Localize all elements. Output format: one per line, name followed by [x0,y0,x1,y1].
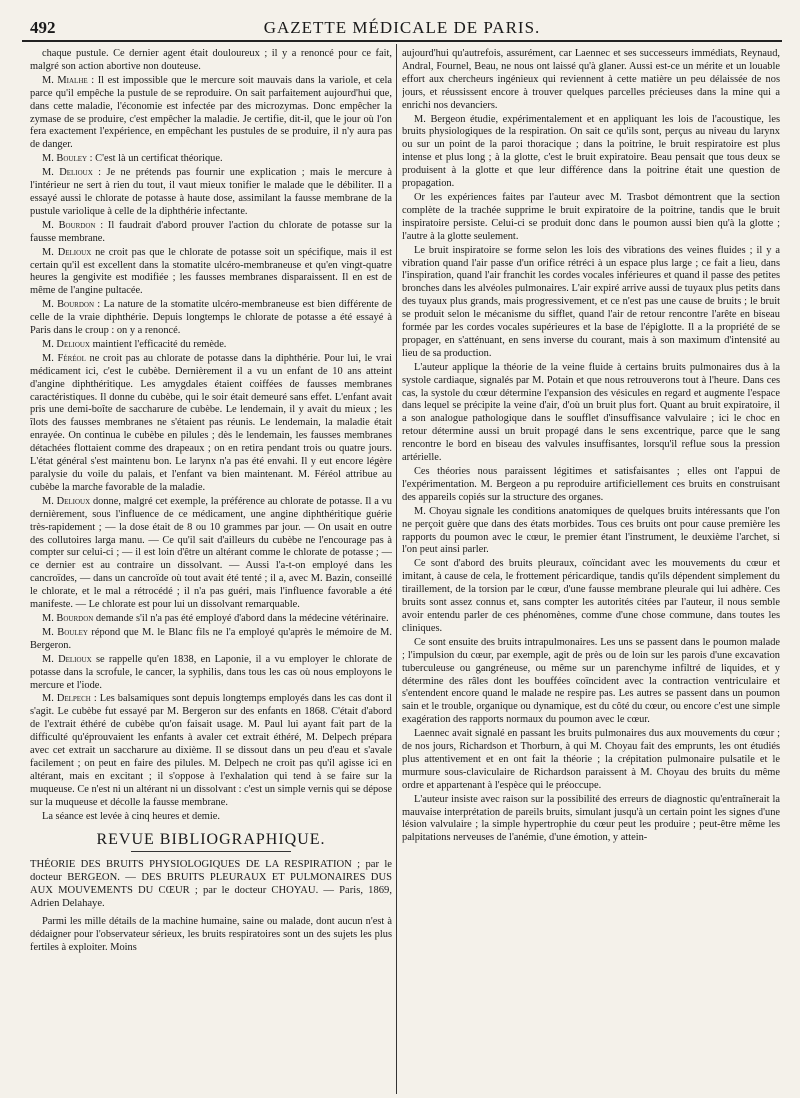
paragraph [30,496,392,612]
review-paragraph: L'auteur applique la théorie de la veine fluide à certains bruits pulmonaires dus à la systole cardiaque, signalés par M. Potain et que nous retrouverons tout à l'heure. Dans ces cas, la systole du cœur détermine l'expansion des vésicules en regard et augmente l'espace dans lequel se précipite la veine d'air, d'où un bruit plus fort. Quant au bruit expiratoire, il a son analogue pathologique dans le soufflet d'insuffisance valvulaire ; ici le choc en retour détermine aussi un bruit propagé dans le sens excentrique, parce que le sang rencontre le bord en biseau des valvules insuffisantes, lorsqu'il reflue sous la pression artérielle. [402,361,780,464]
paragraph-text: ne croit pas que le chlorate de potasse soit un spécifique, mais il est certain qu'il est excellent dans la stomatite ulcéro-membraneuse et qu'en vingt-quatre heures la gengivite est modifiée ; les fausses membranes disparaissent. Il en est de même de l'angine pultacée. [30,246,392,297]
paragraph [30,339,392,352]
review-paragraph: aujourd'hui qu'autrefois, assurément, car Laennec et ses successeurs immédiats, Reynaud, Andral, Fournel, Beau, ne nous ont laissé qu'à glaner. Aussi est-ce un mérite et un louable effort aux chercheurs ingénieux qui reviennent à cette matière un peu délaissée de nos jours, et réussissent encore à trouver quelques parcelles précieuses dans la mine qui a enrichi nos devanciers. [402,48,780,111]
paragraph [30,220,392,246]
paragraph [30,613,392,626]
paragraph-text: Il faudrait d'abord prouver l'action du chlorate de potasse sur la fausse membrane. [30,219,392,244]
review-paragraph: L'auteur insiste avec raison sur la possibilité des erreurs de diagnostic qu'entraînerait la mauvaise interprétation de pareils bruits, simulant jusqu'à un certain point les signes d'une lésion valvulaire ; la simple hypertrophie du cœur peut les produire ; peut-être même les palpitations nerveuses de l'anémie, d'une émotion, y attein- [402,793,780,844]
review-paragraph: M. Bergeon étudie, expérimentalement et en appliquant les lois de l'acoustique, les bruits physiologiques de la respiration. On sait ce qu'ils sont, perçus au niveau du larynx ou sur un point de la paroi thoracique ; dans la poitrine, le bruit respiratoire est plus intense et plus long ; à la glotte, c'est le bruit expiratoire. Beau pensait que tous deux se produisent à la glotte et que leur différence dans la poitrine était une question de propagation. [402,113,780,190]
speaker-name: M. Delioux [42,246,92,258]
paragraph-text: Il est impossible que le mercure soit mauvais dans la variole, et cela parce qu'il empêche la pustule de se reproduire. On sait parfaitement aujourd'hui que, dans cette maladie, l'économie est infectée par des microzymas. Donc empêcher la zymase de se produire, c'est empêcher la maladie. Je certifie, dit-il, que le jour où l'on fera exactement l'expérience, en empêchant les pustules de se produire, il n'y aura pas de danger. [30,74,392,151]
paragraph [30,299,392,338]
paragraph [30,353,392,495]
speaker-name: M. Delioux [42,653,92,665]
left-column [30,48,392,1093]
paragraph [30,153,392,166]
paragraph-text: C'est là un certificat théorique. [92,153,223,165]
page-number: 492 [30,18,56,37]
paragraph-text: La nature de la stomatite ulcéro-membraneuse est bien différente de celle de la vraie diphthérie. Depuis longtemps le chlorate de potasse a été essayé à Paris dans le croup : on y a renoncé. [30,299,392,337]
review-paragraph: Laennec avait signalé en passant les bruits pulmonaires dus aux mouvements du cœur ; de nos jours, Richardson et Thorburn, à qui M. Choyau fait des emprunts, les ont étudiés plus attentivement et en ont fait la théorie ; la crépitation pulmonaire pulsatile et le murmure sous-claviculaire de Richardson paraissent à M. Choyau des bruits du même ordre et appartenant à l'espèce qui le préoccupe. [402,728,780,791]
speaker-name: M. Mialhe : [42,74,95,86]
paragraph-text: ne croit pas au chlorate de potasse dans la diphthérie. Pour lui, le vrai médicament ici, c'est le cubèbe. Dernièrement il a vu un enfant de 10 ans atteint d'angine diphthéritique. Les amygdales étaient coiffées de fausses membranes caractéristiques. Il donne du cubèbe, qui le soir était demeuré sans effet. L'enfant avait pris une demi-boîte de saccharure de cubèbe. Le lendemain, il y avait du mieux ; les îlots des fausses membranes ne s'étaient pas réunis. Le lendemain, la maladie était enrayée. On continua le cubèbe en pilules ; dès le lendemain, les fausses membranes détachées flottaient comme des drapeaux ; on en retira pendant trois ou quatre jours. L'état général s'est maintenu bon. Le larynx n'a pas été envahi. Il y eut encore légère paralysie du voile du palais, et l'enfant va bien maintenant. M. Féréol attribue au cubèbe la marche favorable de la maladie. [30,352,392,493]
speaker-name: M. Féréol [42,352,86,364]
speaker-name: M. Bouley [42,626,88,638]
journal-title: GAZETTE MÉDICALE DE PARIS. [263,18,541,37]
review-intro-paragraph: Parmi les mille détails de la machine humaine, saine ou malade, dont aucun n'est à dédaigner pour l'observateur sérieux, les bruits respiratoires sont un des sujets les plus fertiles à exploiter. Moins [30,916,392,954]
review-paragraph: Or les expériences faites par l'auteur avec M. Trasbot démontrent que la section complète de la trachée supprime le bruit expiratoire de la poitrine, tandis que le bruit inspiratoire persiste. Celui-ci se produit donc dans le poumon aussi bien qu'à la glotte ; l'autre à la glotte seulement. [402,191,780,242]
speaker-name: M. Bourdon [42,612,94,624]
page-header [22,10,782,42]
paragraph-text: répond que M. le Blanc fils ne l'a employé qu'après le mémoire de M. Bergeron. [30,626,392,651]
paragraph [30,627,392,653]
speaker-name: M. Bouley : [42,153,93,165]
academy-discussion [30,48,392,810]
review-paragraph: Le bruit inspiratoire se forme selon les lois des vibrations des veines fluides ; il y a vibration quand l'air passe d'un orifice rétréci à un espace plus large ; ce fait a lieu, dans l'inspiration, quand l'air franchit les cordes vocales inférieures et quand il passe des petites bronches dans les alvéoles pulmonaires. L'air expiré arrive aussi de tuyaux plus petits dans des tuyaux plus grands, mais progressivement, et ce n'est pas une cause de bruits ; le bruit se produit selon le mécanisme du sifflet, quand l'air de retour rencontre l'arête en biseau formée par les cordes vocales supérieures et la base de l'épiglotte. Il a la propriété de se propager, en s'atténuant, en sens inverse du courant, mais à son maximum d'intensité au lieu de sa production. [402,244,780,359]
paragraph [30,654,392,693]
paragraph [30,48,392,74]
paragraph [30,693,392,809]
paragraph [30,247,392,299]
speaker-name: M. Delioux : [42,167,102,179]
speaker-name: M. Delioux [42,338,90,350]
review-paragraph: M. Choyau signale les conditions anatomiques de quelques bruits intéressants que l'on ne perçoit guère que dans des états morbides. Tous ces bruits ont pour cause première les rapports du poumon avec le cœur, le premier étant l'instrument, le deuxième l'archet, si l'on peut ainsi parler. [402,505,780,556]
review-paragraph: Ces théories nous paraissent légitimes et satisfaisantes ; elles ont l'appui de l'expérimentation. M. Bergeon a pu reproduire artificiellement ces bruits en construisant des appareils copiés sur la structure des organes. [402,466,780,503]
paragraph [30,75,392,152]
right-column [402,48,780,1093]
paragraph [30,167,392,219]
paragraph-text: demande s'il n'a pas été employé d'abord dans la médecine vétérinaire. [93,612,389,624]
bibliography-entry: THÉORIE DES BRUITS PHYSIOLOGIQUES DE LA RESPIRATION ; par le docteur BERGEON. — DES BRUITS PLEURAUX ET PULMONAIRES DUS AUX MOUVEMENTS DU CŒUR ; par le docteur CHOYAU. — Paris, 1869, Adrien Delahaye. [30,859,392,910]
paragraph-text: donne, malgré cet exemple, la préférence au chlorate de potasse. Il a vu dernièrement, sous l'influence de ce médicament, une angine diphthéritique guérie très-rapidement ; — la dose était de 8 ou 10 grammes par jour. — On usait en outre des collutoires larga manu. — Ce qu'il sait d'ailleurs du cubèbe ne l'encourage pas à compter sur celui-ci ; — il est loin d'être un altérant comme le chlorate de potasse ; — ce dernier est au contraire un dissolvant. — Aussi l'a-t-on employé dans les cancroïdes, — dans un cancroïde où tout avait été tenté ; il a, avec M. Bazin, conseillé le chlorate, et le mal a rétrocédé ; il n'a pas guéri, mais l'influence favorable a été manifeste. — Le chlorate est pour lui un dissolvant remarquable. [30,495,392,611]
section-title: REVUE BIBLIOGRAPHIQUE. [96,831,326,849]
paragraph-text: Je ne prétends pas fournir une explication ; mais le mercure à l'intérieur ne sert à rien du tout, il vaut mieux tonifier le malade que le débiliter. Il a essayé aussi le chlorate de potasse à haute dose, assimilant la fausse membrane de la pustule variolique à celle de la diphthérie infectante. [30,167,392,217]
paragraph-text: maintient l'efficacité du remède. [90,338,227,350]
review-paragraph: Ce sont d'abord des bruits pleuraux, coïncidant avec les mouvements du cœur et imitant, à cause de cela, le frottement péricardique, tandis qu'ils dépendent simplement du tiraillement, de la torsion par le cœur, d'une fausse membrane pleurale qui lui adhère. Ces bruits sont assez connus et, sans compter les autorités citées par l'auteur, il nous semble avoir entendu parler de ces phénomènes, comme d'une chose commune, dans toutes les cliniques. [402,558,780,634]
review-paragraph: Ce sont ensuite des bruits intrapulmonaires. Les uns se passent dans le poumon malade ; l'impulsion du cœur, par exemple, agit de près ou de loin sur les parois d'une excavation tuberculeuse ou gangréneuse, ou même sur un parenchyme infiltré de liquides, et y détermine des râles dont les bouffées coïncident avec la contraction ventriculaire et s'entendent encore quand le malade ne respire pas. Les autres se passent dans un poumon sain et le trouble, organique ou dynamique, est du côté du cœur, ou encore c'est une simple exagération des rapports normaux du poumon avec le cœur. [402,636,780,726]
paragraph-text: se rappelle qu'en 1838, en Laponie, il a vu employer le chlorate de potasse dans la scrofule, le cancer, la syphilis, dans tous les cas où nous employons le mercure et l'iode. [30,653,392,691]
section-rule [131,851,291,852]
column-divider [396,44,397,1094]
speaker-name: M. Bourdon : [42,219,104,231]
speaker-name: M. Bourdon : [42,299,101,311]
paragraph-text: chaque pustule. Ce dernier agent était douloureux ; il y a renoncé pour ce fait, malgré son action abortive non douteuse. [30,48,392,72]
seance-closing: La séance est levée à cinq heures et demie. [42,810,220,822]
paragraph-text: Les balsamiques sont depuis longtemps employés dans les cas dont il s'agit. Le cubèbe fut essayé par M. Bergeron sur des enfants en 1868. C'était d'abord de l'extrait éthéré de cubèbe qu'on faisait usage. M. Paul lui ayant fait part de la difficulté qu'éprouvaient les enfants à avaler cet extrait éthéré, M. Delpech prépara avec cet extrait un saccharure au dixième. Il se dissout dans un peu d'eau et s'avale facilement ; on peut en faire des pilules. M. Delpech ne croit pas qu'il agisse ici en altérant, mais en excitant ; il s'oppose à l'exhalation qui tend à se faire sur la muqueuse. Ce n'est ni un altérant ni un dissolvant : c'est un simple vernis qui se dépose sur la muqueuse et décolle la fausse membrane. [30,693,392,808]
speaker-name: M. Delpech : [42,693,97,705]
speaker-name: M. Delioux [42,495,91,507]
